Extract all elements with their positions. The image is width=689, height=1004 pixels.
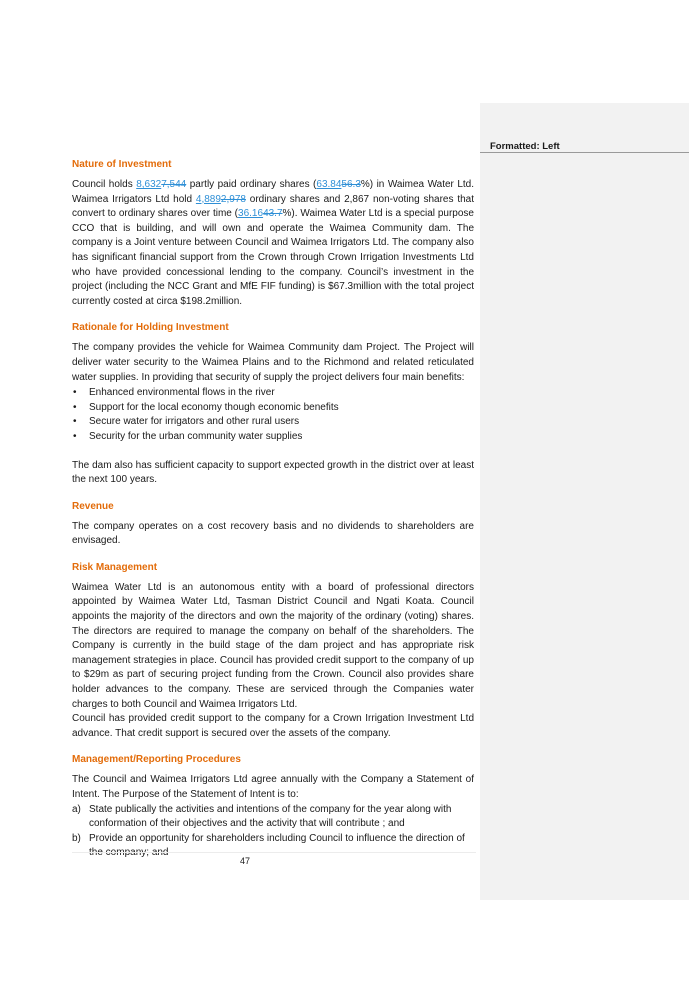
- paragraph-risk-2: Council has provided credit support to the company for a Crown Irrigation Investment Ltd advance. That credit support is secured over the assets of the company.: [72, 713, 474, 739]
- inserted-text[interactable]: 4,889: [195, 193, 221, 205]
- list-item: • Enhanced environmental flows in the river: [72, 386, 474, 401]
- list-item: • Support for the local economy though economic benefits: [72, 401, 474, 416]
- paragraph-rationale-closing: The dam also has sufficient capacity to support expected growth in the district over at least the next 100 years.: [72, 459, 474, 486]
- text-run: partly paid ordinary shares (: [186, 179, 317, 190]
- list-marker: a): [72, 803, 81, 815]
- document-body: [72, 158, 474, 861]
- heading-risk-management: Risk Management: [72, 561, 158, 573]
- text-run: Council holds: [72, 179, 137, 190]
- inserted-text[interactable]: 36.16: [238, 208, 264, 220]
- heading-revenue: Revenue: [72, 500, 114, 512]
- footer-divider: [72, 852, 476, 853]
- heading-management-reporting: Management/Reporting Procedures: [72, 754, 241, 766]
- heading-rationale: Rationale for Holding Investment: [72, 322, 229, 334]
- list-item: • Security for the urban community water supplies: [72, 430, 474, 445]
- benefits-list: [72, 386, 474, 444]
- paragraph-revenue: The company operates on a cost recovery basis and no dividends to shareholders are envisaged.: [72, 520, 474, 547]
- inserted-text[interactable]: 63.84: [316, 179, 342, 190]
- list-item: [72, 803, 474, 832]
- text-run: %) in Waimea Water Ltd. Waimea Irrigators Ltd hold: [72, 179, 475, 205]
- text-run: %). Waimea Water Ltd is a special purpose CCO that is building, and will own and operate the Waimea Community dam. The company is a Joint venture between Council and Waimea Irrigators Ltd. The company also has significant financial support from the Crown through Crown Irrigation Investments Ltd who have provided concessional lending to the company. Council’s investment in the project (including the NCC Grant and MfE FIF funding) is $67.3million with the total project currently costed at circa $198.2million.: [72, 208, 474, 307]
- paragraph-risk-1: Waimea Water Ltd is an autonomous entity with a board of professional directors appointed by Waimea Water Ltd, Tasman District Council and Ngati Koata. Council appoints the majority of the directors and own the majority of the ordinary (voting) shares. The directors are required to manage the company on behalf of the shareholders. The Company is currently in the build stage of the dam project and has appropriate risk management strategies in place. Council has provided credit support to the company of up to $29m as part of securing project funding from the Crown. Council also provides share holder advances to the company. These are serviced through the Companies water charges to both Council and Waimea Irrigators Ltd.: [72, 581, 474, 710]
- comment-pane: [480, 103, 689, 900]
- list-marker: b): [72, 832, 81, 844]
- paragraph-management-intro: The Council and Waimea Irrigators Ltd agree annually with the Company a Statement of Intent. The Purpose of the Statement of Intent is to:: [72, 774, 474, 800]
- inserted-text[interactable]: 8,632: [136, 179, 162, 190]
- text-run: ordinary shares and 2,867 non-voting shares that convert to ordinary shares over time (: [72, 193, 474, 220]
- heading-nature-of-investment: Nature of Investment: [72, 159, 172, 170]
- paragraph-rationale-intro: The company provides the vehicle for Waimea Community dam Project. The Project will deliver water security to the Waimea Plains and to the Richmond and related reticulated water supplies. In providing that security of supply the project delivers four main benefits:: [72, 342, 474, 383]
- deleted-text[interactable]: 7,544: [161, 179, 187, 190]
- deleted-text[interactable]: 56.3: [341, 179, 361, 190]
- deleted-text[interactable]: 2,978: [220, 193, 246, 205]
- formatting-comment[interactable]: Formatted: Left: [490, 141, 560, 152]
- list-item-text: State publically the activities and intentions of the company for the year along with conformation of their objectives and the activity that will contribute ; and: [89, 803, 452, 830]
- page-number: 47: [239, 856, 250, 866]
- list-item-text: Provide an opportunity for shareholders including Council to influence the direction of: [89, 832, 465, 844]
- list-item: • Secure water for irrigators and other rural users: [72, 415, 474, 430]
- deleted-text[interactable]: 43.7: [263, 208, 283, 220]
- comment-divider: [480, 152, 689, 153]
- paragraph-nature: [72, 178, 474, 309]
